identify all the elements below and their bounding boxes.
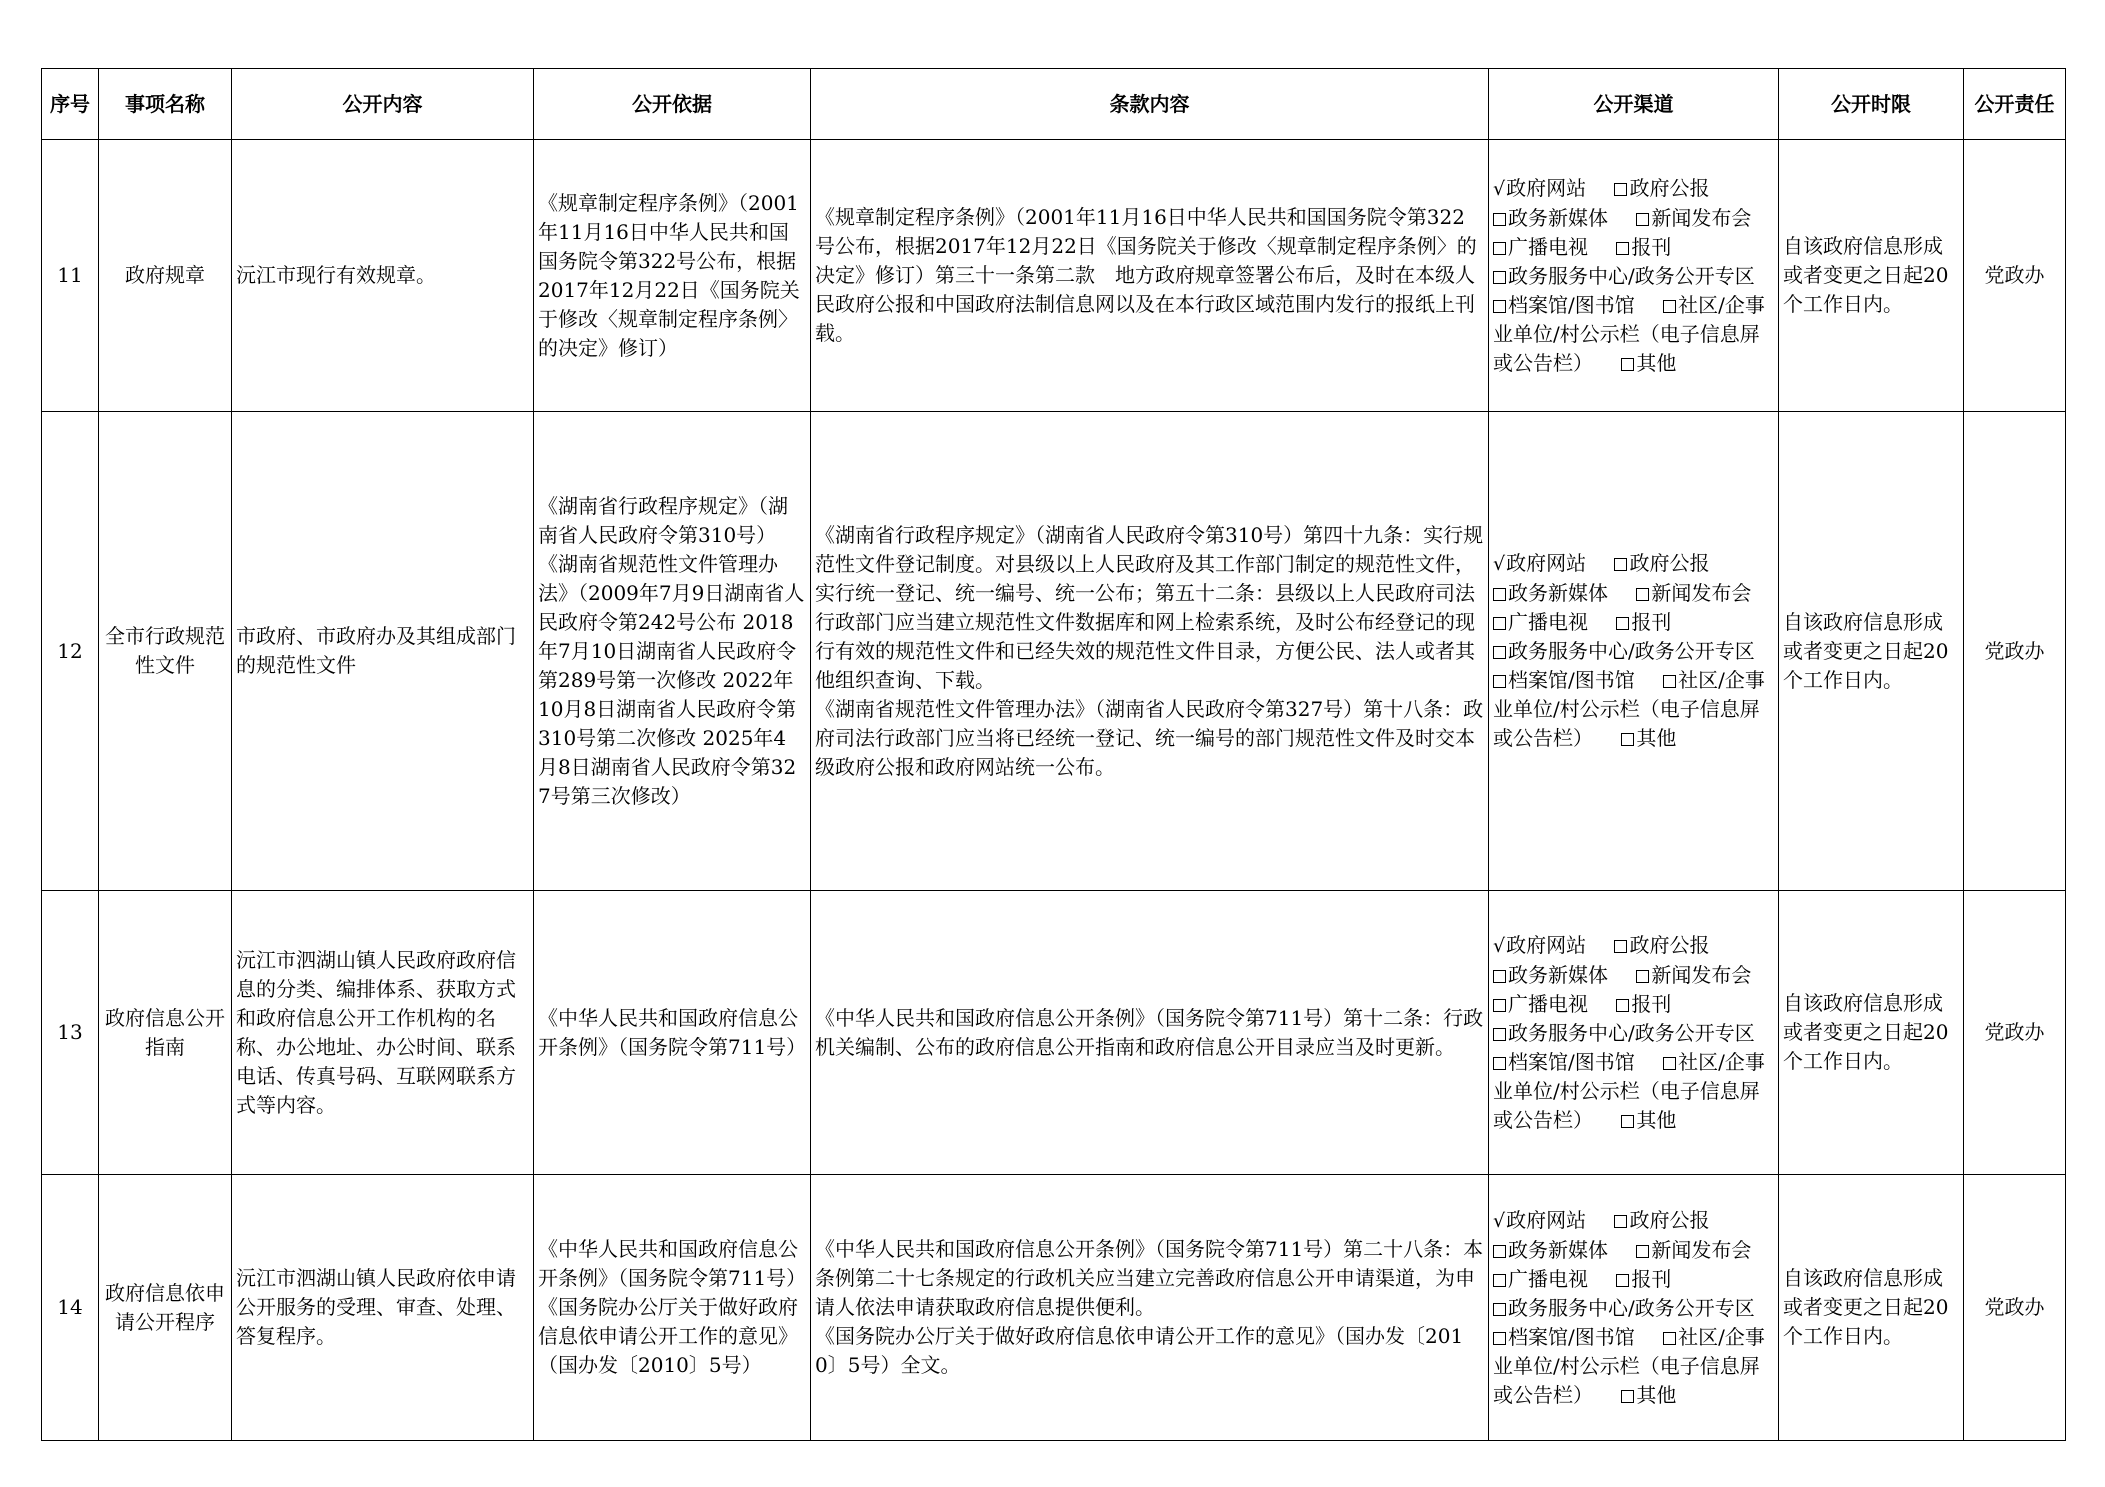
channel-option-service xyxy=(1493,639,1755,663)
channel-option-gazette xyxy=(1614,933,1709,957)
table-row xyxy=(42,1175,2066,1441)
disclosure-channels xyxy=(1489,891,1779,1175)
checkmark-icon: √ xyxy=(1493,553,1506,575)
checkbox-empty-icon xyxy=(1493,1303,1506,1316)
channel-label: 政务服务中心/政务公开专区 xyxy=(1508,639,1755,663)
checkbox-empty-icon xyxy=(1636,970,1649,983)
disclosure-content: 沅江市泗湖山镇人民政府政府信息的分类、编排体系、获取方式和政府信息公开工作机构的名称、办公地址、办公时间、联系电话、传真号码、互联网联系方式等内容。 xyxy=(232,891,534,1175)
channel-label: 政府网站 xyxy=(1506,932,1587,957)
checkbox-empty-icon xyxy=(1616,617,1629,630)
disclosure-basis xyxy=(534,891,811,1175)
checkbox-empty-icon xyxy=(1636,588,1649,601)
disclosure-content: 沅江市现行有效规章。 xyxy=(232,140,534,412)
checkbox-empty-icon xyxy=(1621,1390,1634,1403)
checkbox-empty-icon xyxy=(1493,242,1506,255)
channel-label: 其他 xyxy=(1636,1382,1677,1407)
checkbox-empty-icon xyxy=(1493,1057,1506,1070)
checkbox-empty-icon xyxy=(1493,300,1506,313)
channel-label: 政务服务中心/政务公开专区 xyxy=(1508,263,1755,288)
item-name: 全市行政规范性文件 xyxy=(99,412,232,891)
channel-option-broadcast xyxy=(1493,992,1588,1016)
channel-option-website xyxy=(1493,551,1586,575)
col-header-basis: 公开依据 xyxy=(534,69,811,140)
checkbox-empty-icon xyxy=(1636,213,1649,226)
channel-option-press xyxy=(1636,1238,1751,1262)
header-row xyxy=(42,69,2066,140)
channel-label: 社区/企事业单位/村公示栏（电子信息屏或公告栏） xyxy=(1493,1049,1765,1132)
col-header-name: 事项名称 xyxy=(99,69,232,140)
responsible-unit: 党政办 xyxy=(1964,1175,2066,1441)
channel-option-other xyxy=(1621,726,1676,750)
channel-option-service xyxy=(1493,264,1755,288)
channel-option-journal xyxy=(1616,1267,1671,1291)
channel-option-press xyxy=(1636,206,1751,230)
disclosure-basis xyxy=(534,412,811,891)
table-row xyxy=(42,891,2066,1175)
item-name: 政府信息公开指南 xyxy=(99,891,232,1175)
disclosure-channels xyxy=(1489,140,1779,412)
channel-label: 档案馆/图书馆 xyxy=(1508,1324,1635,1349)
clause-content xyxy=(811,140,1489,412)
channel-option-broadcast xyxy=(1493,235,1588,259)
channel-label: 政府公报 xyxy=(1629,551,1710,575)
channel-option-other xyxy=(1621,1108,1676,1132)
channel-option-archive xyxy=(1493,1050,1635,1074)
channel-option-other xyxy=(1621,1383,1676,1407)
disclosure-channels xyxy=(1489,1175,1779,1441)
channel-label: 广播电视 xyxy=(1508,610,1588,634)
channel-option-press xyxy=(1636,581,1751,605)
channel-label: 档案馆/图书馆 xyxy=(1508,292,1635,317)
clause-paragraph: 《湖南省规范性文件管理办法》（湖南省人民政府令第327号）第十八条：政府司法行政部门应当将已经统一登记、统一编号的部门规范性文件及时交本级政府公报和政府网站统一公布。 xyxy=(815,696,1484,779)
row-number: 13 xyxy=(42,891,99,1175)
clause-paragraph: 《湖南省行政程序规定》（湖南省人民政府令第310号）第四十九条：实行规范性文件登记制度。对县级以上人民政府及其工作部门制定的规范性文件，实行统一登记、统一编号、统一公布；第五十二条：县级以上人民政府司法行政部门应当建立规范性文件数据库和网上检索系统，及时公布经登记的现行有效的规范性文件和已经失效的规范性文件目录，方便公民、法人或者其他组织查询、下载。 xyxy=(815,522,1484,692)
disclosure-channels xyxy=(1489,412,1779,891)
channel-option-broadcast xyxy=(1493,1267,1588,1291)
channel-label: 政府公报 xyxy=(1629,1207,1710,1232)
checkbox-empty-icon xyxy=(1663,300,1676,313)
checkbox-empty-icon xyxy=(1614,183,1627,196)
basis-paragraph: 《规章制定程序条例》（2001年11月16日中华人民共和国国务院令第322号公布，根据2017年12月22日《国务院关于修改〈规章制定程序条例〉的决定》修订） xyxy=(538,190,800,360)
channel-option-other xyxy=(1621,351,1676,375)
channel-option-journal xyxy=(1616,992,1671,1016)
checkbox-empty-icon xyxy=(1493,646,1506,659)
checkbox-empty-icon xyxy=(1493,1332,1506,1345)
channel-label: 政府网站 xyxy=(1506,551,1587,575)
table-row xyxy=(42,412,2066,891)
basis-paragraph: 《湖南省规范性文件管理办法》（2009年7月9日湖南省人民政府令第242号公布 2018年7月10日湖南省人民政府令第289号第一次修改 2022年10月8日湖南省人民政府令第310号第二次修改 2025年4月8日湖南省人民政府令第327号第三次修改） xyxy=(538,551,805,808)
clause-content xyxy=(811,891,1489,1175)
channel-label: 新闻发布会 xyxy=(1651,205,1752,230)
channel-label: 档案馆/图书馆 xyxy=(1508,668,1635,692)
channel-option-gazette xyxy=(1614,176,1709,200)
checkbox-empty-icon xyxy=(1621,733,1634,746)
disclosure-time-limit: 自该政府信息形成或者变更之日起20个工作日内。 xyxy=(1779,140,1964,412)
checkbox-empty-icon xyxy=(1616,1274,1629,1287)
channel-label: 报刊 xyxy=(1631,991,1672,1016)
channel-label: 政务新媒体 xyxy=(1508,581,1608,605)
clause-paragraph: 《中华人民共和国政府信息公开条例》（国务院令第711号）第十二条：行政机关编制、公布的政府信息公开指南和政府信息公开目录应当及时更新。 xyxy=(815,1005,1484,1059)
checkbox-empty-icon xyxy=(1616,242,1629,255)
responsible-unit: 党政办 xyxy=(1964,891,2066,1175)
col-header-clause: 条款内容 xyxy=(811,69,1489,140)
checkbox-empty-icon xyxy=(1663,1332,1676,1345)
responsible-unit: 党政办 xyxy=(1964,140,2066,412)
disclosure-time-limit: 自该政府信息形成或者变更之日起20个工作日内。 xyxy=(1779,891,1964,1175)
row-number: 11 xyxy=(42,140,99,412)
channel-label: 广播电视 xyxy=(1508,991,1588,1016)
disclosure-basis xyxy=(534,1175,811,1441)
channel-option-service xyxy=(1493,1296,1755,1320)
clause-content xyxy=(811,412,1489,891)
checkbox-empty-icon xyxy=(1614,1215,1627,1228)
disclosure-content: 沅江市泗湖山镇人民政府依申请公开服务的受理、审查、处理、答复程序。 xyxy=(232,1175,534,1441)
channel-label: 新闻发布会 xyxy=(1651,1237,1752,1262)
channel-option-archive xyxy=(1493,293,1635,317)
item-name: 政府规章 xyxy=(99,140,232,412)
col-header-resp: 公开责任 xyxy=(1964,69,2066,140)
channel-option-gazette xyxy=(1614,551,1709,575)
col-header-channel: 公开渠道 xyxy=(1489,69,1779,140)
channel-option-service xyxy=(1493,1021,1755,1045)
channel-option-newmedia xyxy=(1493,963,1608,987)
channel-label: 社区/企事业单位/村公示栏（电子信息屏或公告栏） xyxy=(1493,292,1765,375)
checkbox-empty-icon xyxy=(1616,999,1629,1012)
channel-label: 报刊 xyxy=(1631,610,1672,634)
channel-label: 档案馆/图书馆 xyxy=(1508,1049,1635,1074)
checkbox-empty-icon xyxy=(1621,1115,1634,1128)
disclosure-time-limit: 自该政府信息形成或者变更之日起20个工作日内。 xyxy=(1779,1175,1964,1441)
table-row xyxy=(42,140,2066,412)
checkbox-empty-icon xyxy=(1663,1057,1676,1070)
channel-label: 政务服务中心/政务公开专区 xyxy=(1508,1295,1755,1320)
channel-label: 广播电视 xyxy=(1508,234,1588,259)
channel-label: 新闻发布会 xyxy=(1651,962,1752,987)
channel-option-newmedia xyxy=(1493,1238,1608,1262)
responsible-unit: 党政办 xyxy=(1964,412,2066,891)
channel-label: 新闻发布会 xyxy=(1651,581,1752,605)
channel-option-newmedia xyxy=(1493,581,1608,605)
checkmark-icon: √ xyxy=(1493,934,1506,957)
channel-label: 报刊 xyxy=(1631,234,1672,259)
checkbox-empty-icon xyxy=(1493,1245,1506,1258)
checkbox-empty-icon xyxy=(1621,358,1634,371)
checkmark-icon: √ xyxy=(1493,1209,1506,1232)
checkbox-empty-icon xyxy=(1493,271,1506,284)
basis-paragraph: 《国务院办公厅关于做好政府信息依申请公开工作的意见》（国办发〔2010〕5号） xyxy=(538,1295,798,1377)
channel-option-website xyxy=(1493,176,1586,200)
channel-option-archive xyxy=(1493,668,1635,692)
channel-label: 政务新媒体 xyxy=(1508,205,1608,230)
clause-paragraph: 《中华人民共和国政府信息公开条例》（国务院令第711号）第二十八条：本条例第二十七条规定的行政机关应当建立完善政府信息公开申请渠道，为申请人依法申请获取政府信息提供便利。 xyxy=(815,1237,1484,1319)
channel-label: 社区/企事业单位/村公示栏（电子信息屏或公告栏） xyxy=(1493,668,1765,750)
checkbox-empty-icon xyxy=(1493,213,1506,226)
col-header-time: 公开时限 xyxy=(1779,69,1964,140)
channel-label: 政府公报 xyxy=(1629,175,1710,200)
row-number: 14 xyxy=(42,1175,99,1441)
channel-label: 政府公报 xyxy=(1629,932,1710,957)
disclosure-content: 市政府、市政府办及其组成部门的规范性文件 xyxy=(232,412,534,891)
checkbox-empty-icon xyxy=(1614,940,1627,953)
channel-option-journal xyxy=(1616,235,1671,259)
channel-option-broadcast xyxy=(1493,610,1588,634)
channel-label: 社区/企事业单位/村公示栏（电子信息屏或公告栏） xyxy=(1493,1324,1765,1407)
clause-paragraph: 《国务院办公厅关于做好政府信息依申请公开工作的意见》（国办发〔2010〕5号）全文。 xyxy=(815,1324,1464,1377)
item-name: 政府信息依申请公开程序 xyxy=(99,1175,232,1441)
channel-label: 政务服务中心/政务公开专区 xyxy=(1508,1020,1755,1045)
checkbox-empty-icon xyxy=(1614,558,1627,571)
channel-label: 政务新媒体 xyxy=(1508,1237,1608,1262)
channel-option-journal xyxy=(1616,610,1671,634)
col-header-content: 公开内容 xyxy=(232,69,534,140)
channel-option-website xyxy=(1493,933,1586,957)
checkbox-empty-icon xyxy=(1493,617,1506,630)
channel-option-newmedia xyxy=(1493,206,1608,230)
checkbox-empty-icon xyxy=(1636,1245,1649,1258)
channel-label: 其他 xyxy=(1636,350,1677,375)
disclosure-time-limit: 自该政府信息形成或者变更之日起20个工作日内。 xyxy=(1779,412,1964,891)
checkbox-empty-icon xyxy=(1663,675,1676,688)
checkbox-empty-icon xyxy=(1493,588,1506,601)
checkbox-empty-icon xyxy=(1493,1274,1506,1287)
row-number: 12 xyxy=(42,412,99,891)
channel-label: 报刊 xyxy=(1631,1266,1672,1291)
channel-label: 政府网站 xyxy=(1506,1207,1587,1232)
channel-label: 广播电视 xyxy=(1508,1266,1588,1291)
clause-content xyxy=(811,1175,1489,1441)
checkbox-empty-icon xyxy=(1493,999,1506,1012)
checkmark-icon: √ xyxy=(1493,177,1506,200)
channel-label: 其他 xyxy=(1636,1107,1677,1132)
channel-label: 其他 xyxy=(1636,726,1677,750)
col-header-no: 序号 xyxy=(42,69,99,140)
basis-paragraph: 《中华人民共和国政府信息公开条例》（国务院令第711号） xyxy=(538,1005,807,1059)
checkbox-empty-icon xyxy=(1493,1028,1506,1041)
channel-option-website xyxy=(1493,1208,1586,1232)
checkbox-empty-icon xyxy=(1493,675,1506,688)
channel-label: 政务新媒体 xyxy=(1508,962,1608,987)
basis-paragraph: 《中华人民共和国政府信息公开条例》（国务院令第711号） xyxy=(538,1237,807,1290)
channel-option-gazette xyxy=(1614,1208,1709,1232)
disclosure-basis xyxy=(534,140,811,412)
channel-label: 政府网站 xyxy=(1506,175,1587,200)
clause-paragraph: 《规章制定程序条例》（2001年11月16日中华人民共和国国务院令第322号公布，根据2017年12月22日《国务院关于修改〈规章制定程序条例〉的决定》修订）第三十一条第二款 地方政府规章签署公布后，及时在本级人民政府公报和中国政府法制信息网以及在本行政区域范围内发行的报纸上刊载。 xyxy=(815,205,1477,345)
channel-option-press xyxy=(1636,963,1751,987)
disclosure-table xyxy=(41,68,2066,1441)
basis-paragraph: 《湖南省行政程序规定》（湖南省人民政府令第310号） xyxy=(538,493,788,547)
channel-option-archive xyxy=(1493,1325,1635,1349)
checkbox-empty-icon xyxy=(1493,970,1506,983)
